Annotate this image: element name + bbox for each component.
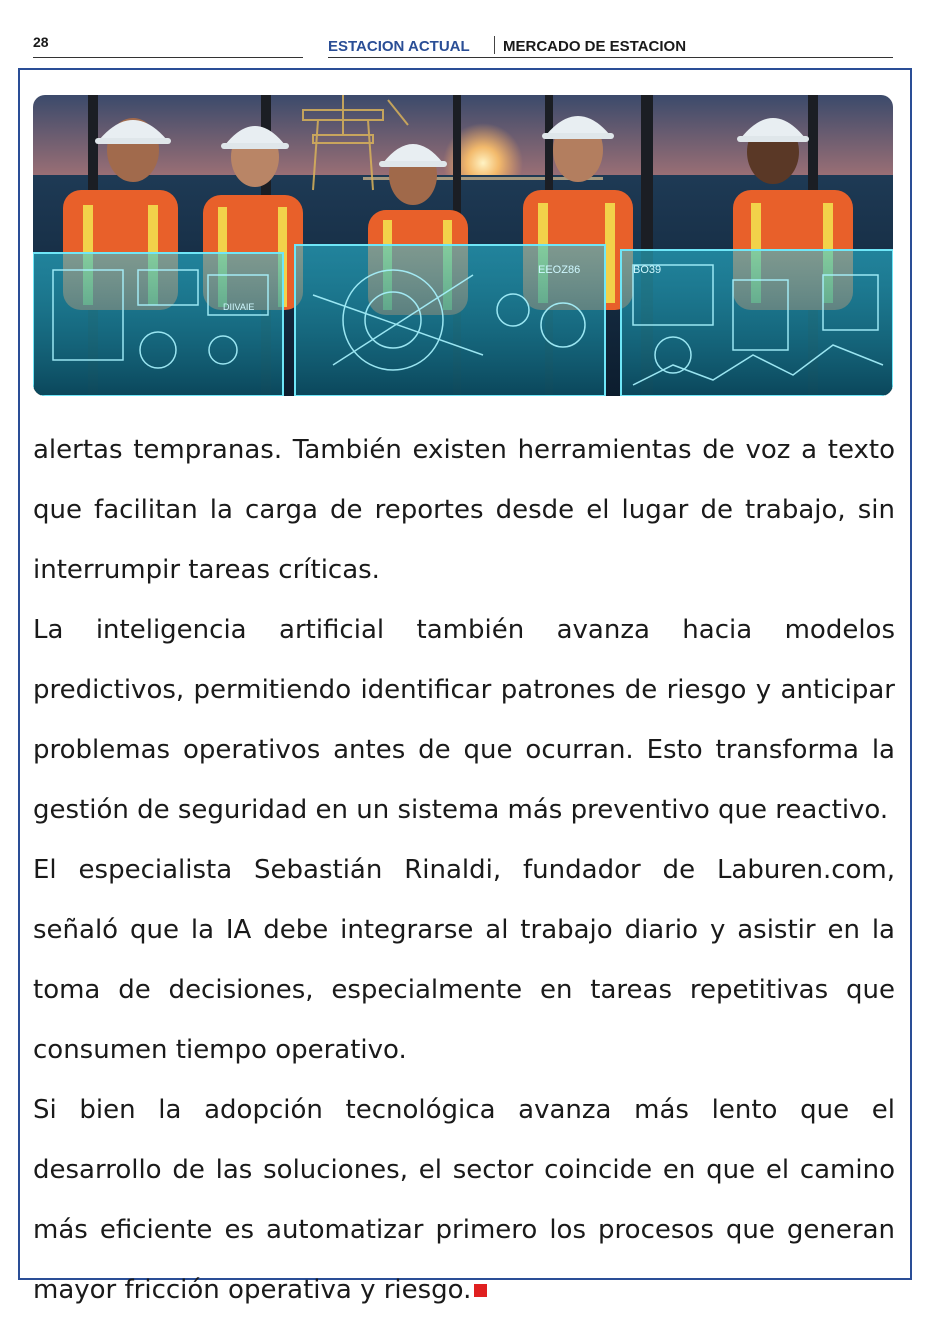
panel-label: DIIVAIE	[223, 302, 255, 312]
page-number: 28	[33, 34, 49, 50]
paragraph-text: Si bien la adopción tecnológica avanza más lento que el desarrollo de las soluciones, el sector coincide en que el camino más eficiente es automatizar primero los procesos que generan mayor fricción operativa y riesgo.	[33, 1095, 895, 1305]
paragraph: alertas tempranas. También existen herramientas de voz a texto que facilitan la carga de reportes desde el lugar de trabajo, sin interrumpir tareas críticas.	[33, 435, 895, 585]
panel-label: EEOZ86	[538, 264, 581, 276]
end-of-article-mark	[474, 1284, 487, 1297]
paragraph: La inteligencia artificial también avanza hacia modelos predictivos, permitiendo identificar patrones de riesgo y anticipar problemas operativos antes de que ocurran. Esto transforma la gestión de seguridad en un sistema más preventivo que reactivo.	[33, 615, 895, 825]
running-header	[328, 36, 893, 58]
panel-label: BO39	[633, 264, 662, 276]
paragraph-last	[33, 1080, 895, 1320]
holographic-panels	[33, 245, 893, 396]
subsection-title: MERCADO DE ESTACION	[503, 38, 687, 55]
paragraph: El especialista Sebastián Rinaldi, fundador de Laburen.com, señaló que la IA debe integrarse al trabajo diario y asistir en la toma de decisiones, especialmente en tareas repetitivas que consumen tiempo operativo.	[33, 855, 895, 1065]
section-separator	[494, 36, 495, 54]
section-title: ESTACION ACTUAL	[328, 38, 470, 55]
hero-image	[33, 95, 893, 396]
article-body	[33, 420, 895, 1320]
header-rule-left	[33, 57, 303, 58]
header-rule-right	[328, 57, 893, 58]
